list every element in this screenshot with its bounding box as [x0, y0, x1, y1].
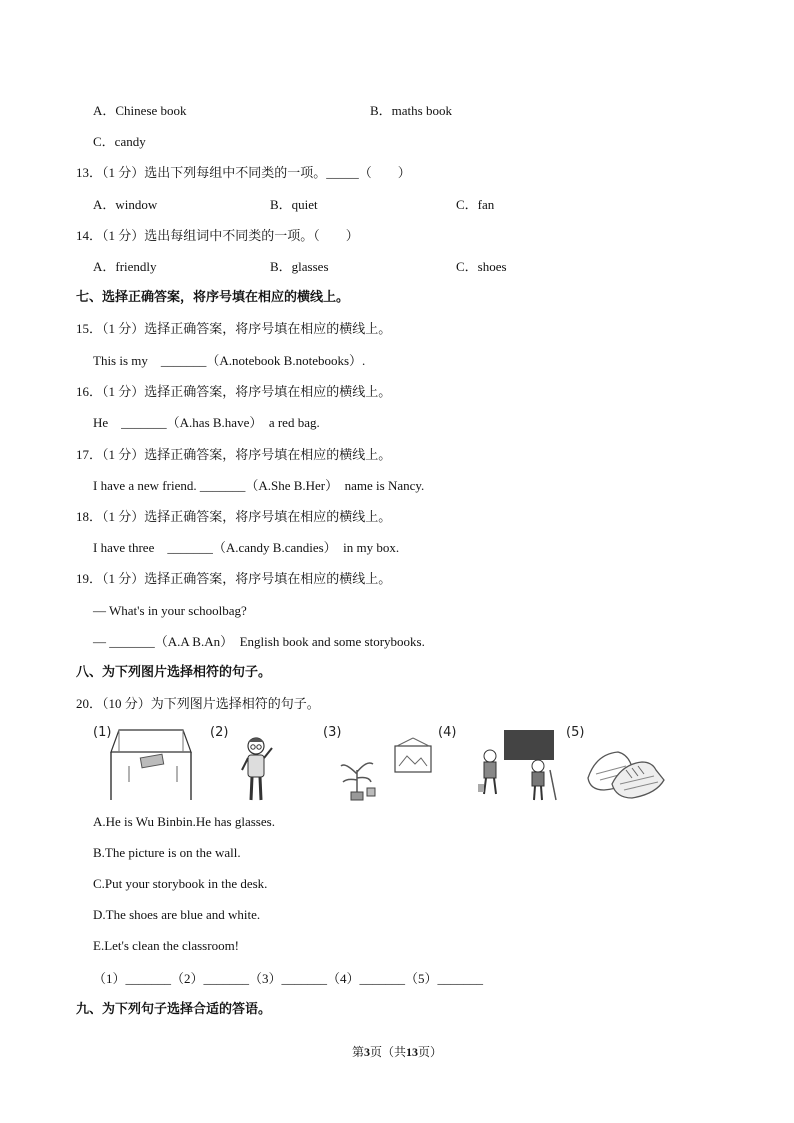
sentence-a: A.He is Wu Binbin.He has glasses. — [93, 814, 275, 829]
q15-stem: 15．（1 分）选择正确答案，将序号填在相应的横线上。 — [76, 321, 392, 336]
sentence-b: B.The picture is on the wall. — [93, 845, 241, 860]
picture-1-label: (1) — [93, 725, 112, 740]
q12-option-c: C．candy — [93, 134, 146, 149]
sentence-d: D.The shoes are blue and white. — [93, 907, 261, 922]
picture-2-boy — [210, 722, 280, 804]
picture-1-desk — [93, 722, 193, 804]
q16-stem: 16．（1 分）选择正确答案，将序号填在相应的横线上。 — [76, 384, 392, 399]
footer-total-pages: 13 — [406, 1045, 418, 1059]
q14-option-a: A．friendly — [93, 259, 157, 274]
footer-suffix: 页） — [418, 1045, 443, 1059]
section9-heading: 九、为下列句子选择合适的答语。 — [76, 1002, 272, 1017]
picture-5-label: (5) — [566, 725, 585, 740]
q13-stem: 13．（1 分）选出下列每组中不同类的一项。_____（ ） — [76, 165, 411, 180]
footer-page-number: 3 — [363, 1045, 370, 1059]
q16-text: He _______（A.has B.have） a red bag. — [93, 415, 320, 430]
q17-stem: 17．（1 分）选择正确答案，将序号填在相应的横线上。 — [76, 447, 392, 462]
q20-stem: 20．（10 分）为下列图片选择相符的句子。 — [76, 696, 320, 711]
section7-heading: 七、选择正确答案，将序号填在相应的横线上。 — [76, 290, 350, 305]
picture-3-wall-picture — [323, 722, 433, 804]
q17-text: I have a new friend. _______（A.She B.Her） name is Nancy. — [93, 478, 425, 493]
q19-stem: 19．（1 分）选择正确答案，将序号填在相应的横线上。 — [76, 571, 392, 586]
sentence-e: E.Let's clean the classroom! — [93, 938, 240, 953]
picture-3-label: (3) — [323, 725, 342, 740]
q19-line2: — _______（A.A B.An） English book and some storybooks. — [93, 634, 425, 649]
q14-option-b: B．glasses — [270, 259, 329, 274]
page-footer — [0, 1043, 794, 1060]
q18-stem: 18．（1 分）选择正确答案，将序号填在相应的横线上。 — [76, 509, 392, 524]
picture-4-label: (4) — [438, 725, 457, 740]
q14-stem: 14．（1 分）选出每组词中不同类的一项。（ ） — [76, 228, 359, 243]
q13-option-c: C．fan — [456, 197, 495, 212]
q15-text: This is my _______（A.notebook B.notebooks）. — [93, 353, 366, 368]
q19-line1: — What's in your schoolbag? — [93, 603, 247, 618]
q12-option-a: A．Chinese book — [93, 103, 187, 118]
footer-mid: 页（共 — [369, 1045, 406, 1059]
picture-5-shoes — [566, 722, 670, 804]
picture-2-label: (2) — [210, 725, 229, 740]
q20-answer-line: （1）_______（2）_______（3）_______（4）_______（5）_______ — [93, 971, 483, 986]
q13-option-b: B．quiet — [270, 197, 318, 212]
picture-4-classroom — [438, 722, 558, 804]
section8-heading: 八、为下列图片选择相符的句子。 — [76, 665, 272, 680]
footer-prefix: 第 — [351, 1045, 364, 1059]
sentence-c: C.Put your storybook in the desk. — [93, 876, 268, 891]
q18-text: I have three _______（A.candy B.candies） in my box. — [93, 540, 400, 555]
q12-option-b: B．maths book — [370, 103, 452, 118]
q13-option-a: A．window — [93, 197, 158, 212]
q14-option-c: C．shoes — [456, 259, 507, 274]
